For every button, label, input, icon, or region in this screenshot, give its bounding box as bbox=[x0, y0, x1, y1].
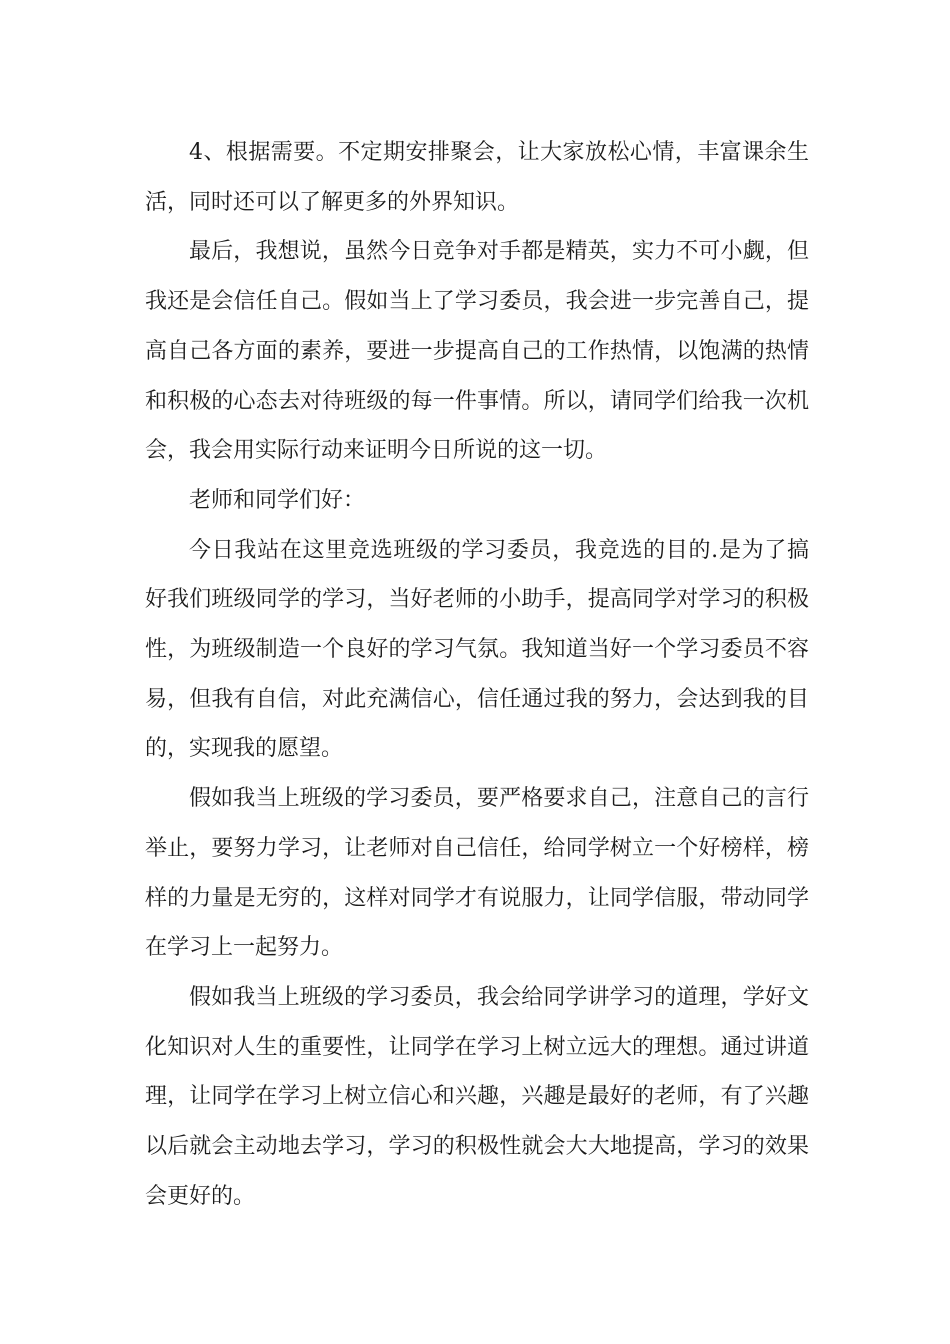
paragraph-2: 最后，我想说，虽然今日竞争对手都是精英，实力不可小觑，但我还是会信任自己。假如当上了学习委员，我会进一步完善自己，提高自己各方面的素养，要进一步提高自己的工作热情，以饱满的热情和积极的心态去对待班级的每一件事情。所以，请同学们给我一次机会，我会用实际行动来证明今日所说的这一切。 bbox=[145, 239, 809, 464]
paragraph-3: 老师和同学们好： bbox=[189, 487, 366, 513]
document-body bbox=[145, 128, 809, 1221]
paragraph-1: 4、根据需要。不定期安排聚会，让大家放松心情，丰富课余生活，同时还可以了解更多的外界知识。 bbox=[145, 140, 809, 215]
paragraph-4: 今日我站在这里竞选班级的学习委员，我竞选的目的.是为了搞好我们班级同学的学习，当好老师的小助手，提高同学对学习的积极性，为班级制造一个良好的学习气氛。我知道当好一个学习委员不容易，但我有自信，对此充满信心，信任通过我的努力，会达到我的目的，实现我的愿望。 bbox=[145, 537, 809, 762]
paragraph-5: 假如我当上班级的学习委员，要严格要求自己，注意自己的言行举止，要努力学习，让老师对自己信任，给同学树立一个好榜样，榜样的力量是无穷的，这样对同学才有说服力，让同学信服，带动同学在学习上一起努力。 bbox=[145, 786, 809, 961]
paragraph-6: 假如我当上班级的学习委员，我会给同学讲学习的道理，学好文化知识对人生的重要性，让同学在学习上树立远大的理想。通过讲道理，让同学在学习上树立信心和兴趣，兴趣是最好的老师，有了兴趣以后就会主动地去学习，学习的积极性就会大大地提高，学习的效果会更好的。 bbox=[145, 984, 809, 1209]
